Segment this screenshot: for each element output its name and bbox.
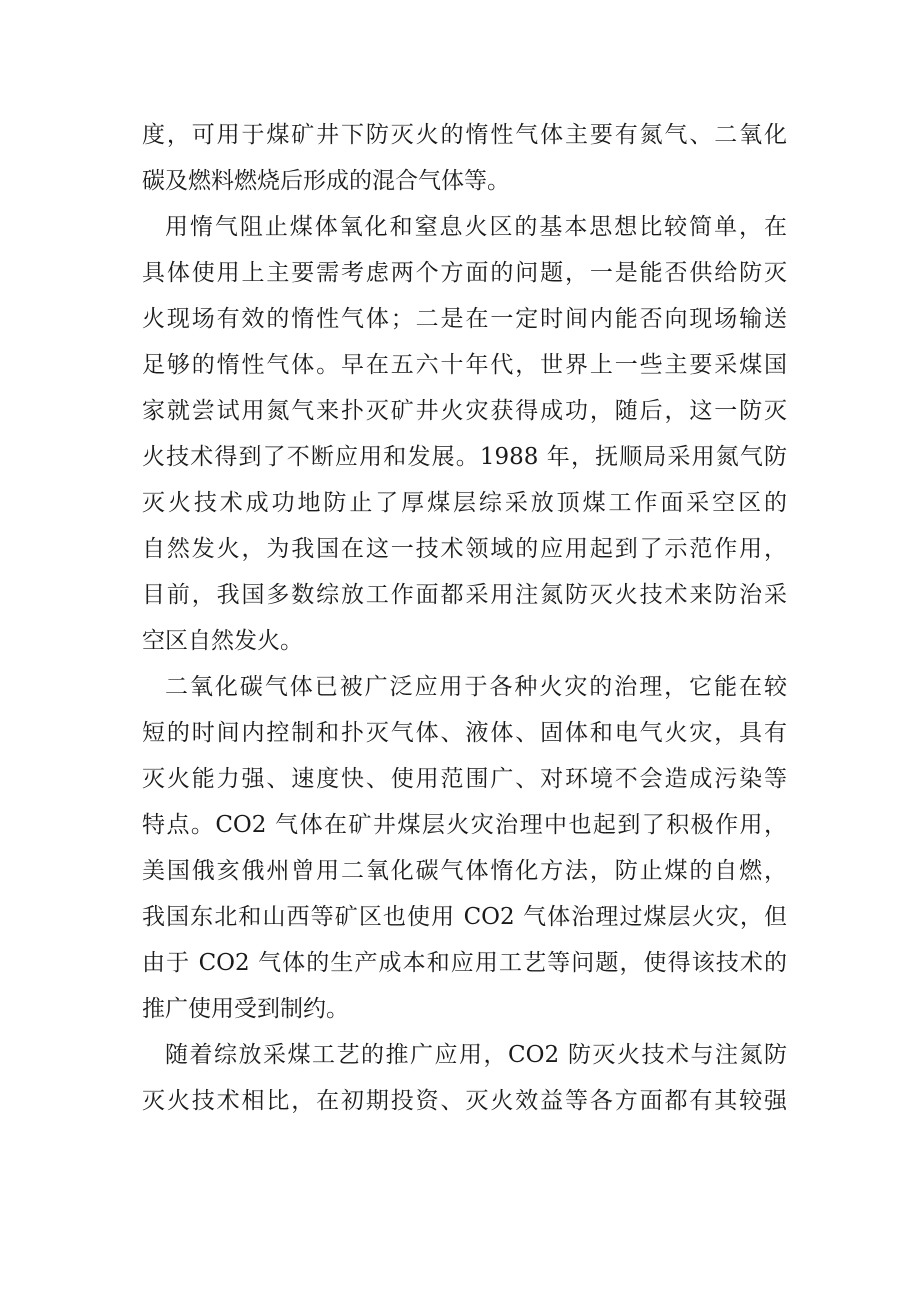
text-line: 火技术得到了不断应用和发展。1988 年，抚顺局采用氮气防 bbox=[142, 444, 787, 470]
text-line: 度，可用于煤矿井下防灭火的惰性气体主要有氮气、二氧化 bbox=[142, 122, 787, 148]
text-line: 具体使用上主要需考虑两个方面的问题，一是能否供给防灭 bbox=[142, 260, 787, 286]
text-line: 短的时间内控制和扑灭气体、液体、固体和电气火灾，具有 bbox=[142, 720, 787, 746]
text-line: 二氧化碳气体已被广泛应用于各种火灾的治理，它能在较 bbox=[165, 674, 787, 700]
text-line: 灭火技术成功地防止了厚煤层综采放顶煤工作面采空区的 bbox=[142, 490, 787, 516]
text-line: 火现场有效的惰性气体；二是在一定时间内能否向现场输送 bbox=[142, 306, 787, 332]
text-line: 空区自然发火。 bbox=[142, 628, 303, 654]
text-line: 随着综放采煤工艺的推广应用，CO2 防灭火技术与注氮防 bbox=[165, 1042, 787, 1068]
text-line: 家就尝试用氮气来扑灭矿井火灾获得成功，随后，这一防灭 bbox=[142, 398, 787, 424]
text-line: 碳及燃料燃烧后形成的混合气体等。 bbox=[142, 168, 510, 194]
body-text bbox=[142, 112, 787, 1124]
text-line: 由于 CO2 气体的生产成本和应用工艺等问题，使得该技术的 bbox=[142, 950, 787, 976]
text-line: 用惰气阻止煤体氧化和窒息火区的基本思想比较简单，在 bbox=[165, 214, 787, 240]
text-line: 特点。CO2 气体在矿井煤层火灾治理中也起到了积极作用， bbox=[142, 812, 787, 838]
text-line: 目前，我国多数综放工作面都采用注氮防灭火技术来防治采 bbox=[142, 582, 787, 608]
text-line: 美国俄亥俄州曾用二氧化碳气体惰化方法，防止煤的自燃， bbox=[142, 858, 787, 884]
text-line: 灭火技术相比，在初期投资、灭火效益等各方面都有其较强 bbox=[142, 1088, 787, 1114]
text-line: 足够的惰性气体。早在五六十年代，世界上一些主要采煤国 bbox=[142, 352, 787, 378]
text-line: 推广使用受到制约。 bbox=[142, 996, 349, 1022]
text-line: 自然发火，为我国在这一技术领域的应用起到了示范作用， bbox=[142, 536, 787, 562]
text-line: 我国东北和山西等矿区也使用 CO2 气体治理过煤层火灾，但 bbox=[142, 904, 787, 930]
text-line: 灭火能力强、速度快、使用范围广、对环境不会造成污染等 bbox=[142, 766, 787, 792]
